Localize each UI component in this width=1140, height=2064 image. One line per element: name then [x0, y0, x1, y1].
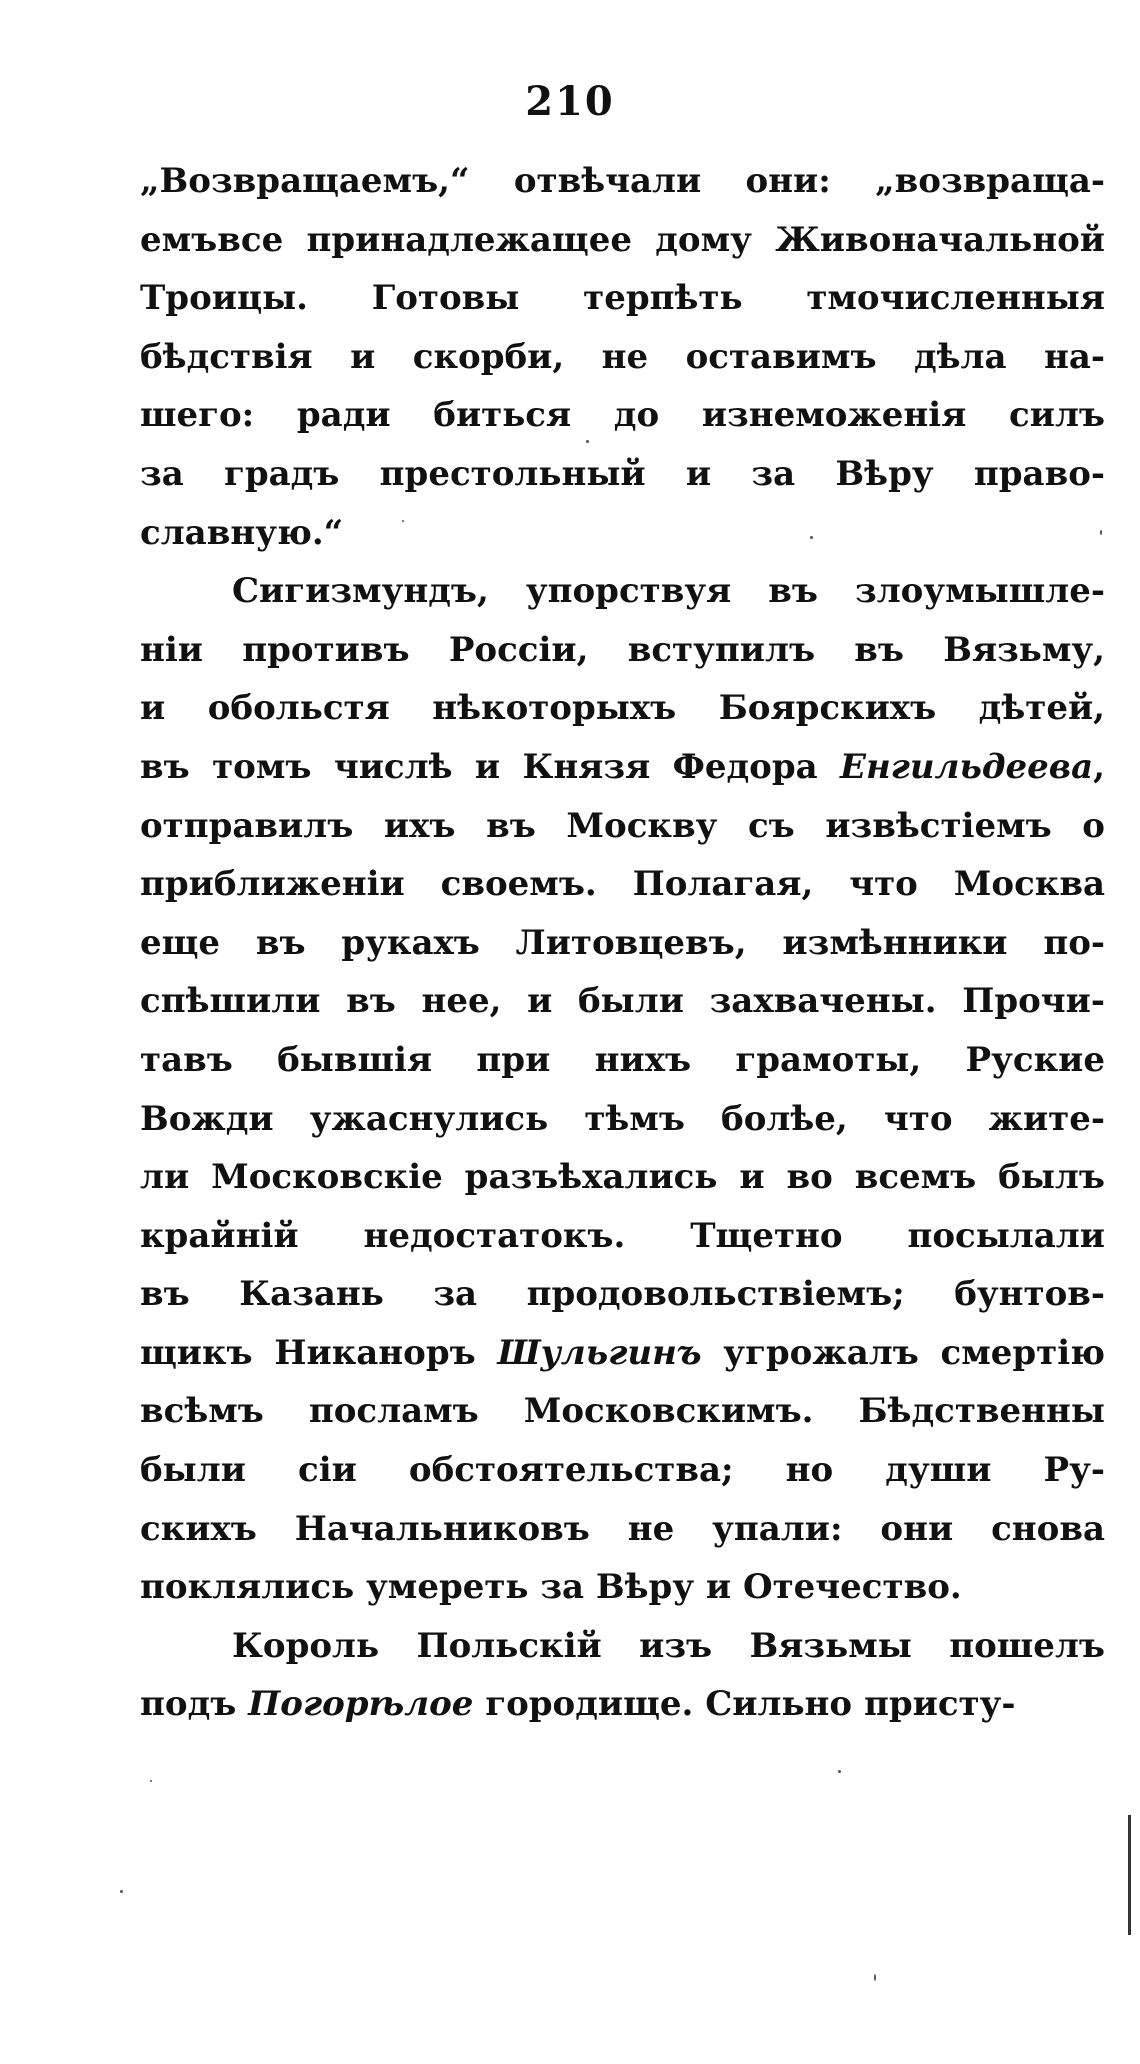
text-line — [140, 1090, 1105, 1149]
text-line — [140, 797, 1105, 856]
body-text — [140, 152, 1105, 1734]
text-segment: Сигизмундъ, упорствуя въ злоумышле- — [232, 571, 1105, 612]
text-segment: и обольстя нѣкоторыхъ Боярскихъ дѣтей, — [140, 688, 1105, 729]
text-line — [140, 914, 1105, 973]
scan-speck — [150, 1780, 152, 1782]
scan-speck — [402, 520, 404, 522]
text-line — [140, 1617, 1105, 1676]
scan-speck — [1100, 530, 1102, 535]
text-segment: въ томъ числѣ и Князя Федора — [140, 746, 841, 787]
text-segment: славную.“ — [140, 512, 344, 553]
text-segment: Троицы. Готовы терпѣть тмочисленныя — [140, 278, 1105, 319]
scan-speck — [838, 1770, 841, 1773]
text-segment: были сіи обстоятельства; но души Ру- — [140, 1450, 1105, 1491]
text-segment: бѣдствія и скорби, не оставимъ дѣла на- — [140, 336, 1105, 377]
text-line — [140, 738, 1105, 797]
italic-name: Погорѣлое — [248, 1684, 474, 1725]
text-line — [140, 445, 1105, 504]
text-segment: Король Польскій изъ Вязьмы пошелъ — [232, 1625, 1105, 1666]
scan-speck — [874, 1974, 876, 1981]
text-line — [140, 1675, 1105, 1734]
text-line — [140, 1324, 1105, 1383]
text-line — [140, 386, 1105, 445]
text-line — [140, 621, 1105, 680]
text-segment: тавъ бывшія при нихъ грамоты, Руские — [140, 1039, 1105, 1080]
scan-speck — [120, 1890, 123, 1893]
text-line — [140, 1148, 1105, 1207]
page-number: 210 — [525, 78, 615, 125]
scan-speck — [586, 440, 589, 443]
italic-name: Шульгинъ — [497, 1332, 702, 1373]
text-segment: подъ — [140, 1684, 249, 1725]
text-line — [140, 328, 1105, 387]
page-edge-mark — [1128, 1815, 1131, 1935]
text-segment: еще въ рукахъ Литовцевъ, измѣнники по- — [140, 922, 1105, 963]
text-segment: крайній недостатокъ. Тщетно посылали — [140, 1215, 1105, 1256]
text-segment: угрожалъ смертію — [701, 1332, 1105, 1373]
text-segment: всѣмъ посламъ Московскимъ. Бѣдственны — [140, 1391, 1105, 1432]
italic-name: Енгильдеева — [840, 746, 1094, 787]
text-line — [140, 1207, 1105, 1266]
text-segment: въ Казань за продовольствіемъ; бунтов- — [140, 1274, 1105, 1315]
scan-speck — [810, 536, 813, 539]
text-line — [140, 1441, 1105, 1500]
text-line — [140, 1558, 1105, 1617]
text-segment: Вожди ужаснулись тѣмъ болѣе, что жите- — [140, 1098, 1105, 1139]
text-segment: щикъ Никаноръ — [140, 1332, 498, 1373]
text-line — [140, 1265, 1105, 1324]
text-segment: за градъ престольный и за Вѣру право- — [140, 453, 1105, 494]
text-segment: отправилъ ихъ въ Москву съ извѣстіемъ о — [140, 805, 1105, 846]
text-segment: емъвсе принадлежащее дому Живоначальной — [140, 219, 1105, 260]
text-segment: спѣшили въ нее, и были захвачены. Прочи- — [140, 981, 1105, 1022]
text-line — [140, 504, 1105, 563]
text-segment: „Возвращаемъ,“ отвѣчали они: „возвраща- — [140, 161, 1105, 201]
text-line — [140, 855, 1105, 914]
text-line — [140, 972, 1105, 1031]
text-segment: поклялись умереть за Вѣру и Отечество. — [140, 1567, 962, 1608]
text-segment: шего: ради биться до изнеможенія силъ — [140, 395, 1105, 436]
text-segment: приближеніи своемъ. Полагая, что Москва — [140, 864, 1105, 905]
text-line — [140, 269, 1105, 328]
text-segment: , — [1093, 746, 1105, 787]
text-line — [140, 211, 1105, 270]
text-line — [140, 152, 1105, 211]
text-line — [140, 1500, 1105, 1559]
text-line — [140, 679, 1105, 738]
text-segment: городище. Сильно присту- — [473, 1684, 1016, 1725]
text-segment: скихъ Начальниковъ не упали: они снова — [140, 1508, 1105, 1549]
text-line — [140, 1382, 1105, 1441]
text-segment: ніи противъ Россіи, вступилъ въ Вязьму, — [140, 629, 1105, 670]
text-line — [140, 562, 1105, 621]
text-line — [140, 1031, 1105, 1090]
text-segment: ли Московскіе разъѣхались и во всемъ былъ — [140, 1157, 1105, 1198]
